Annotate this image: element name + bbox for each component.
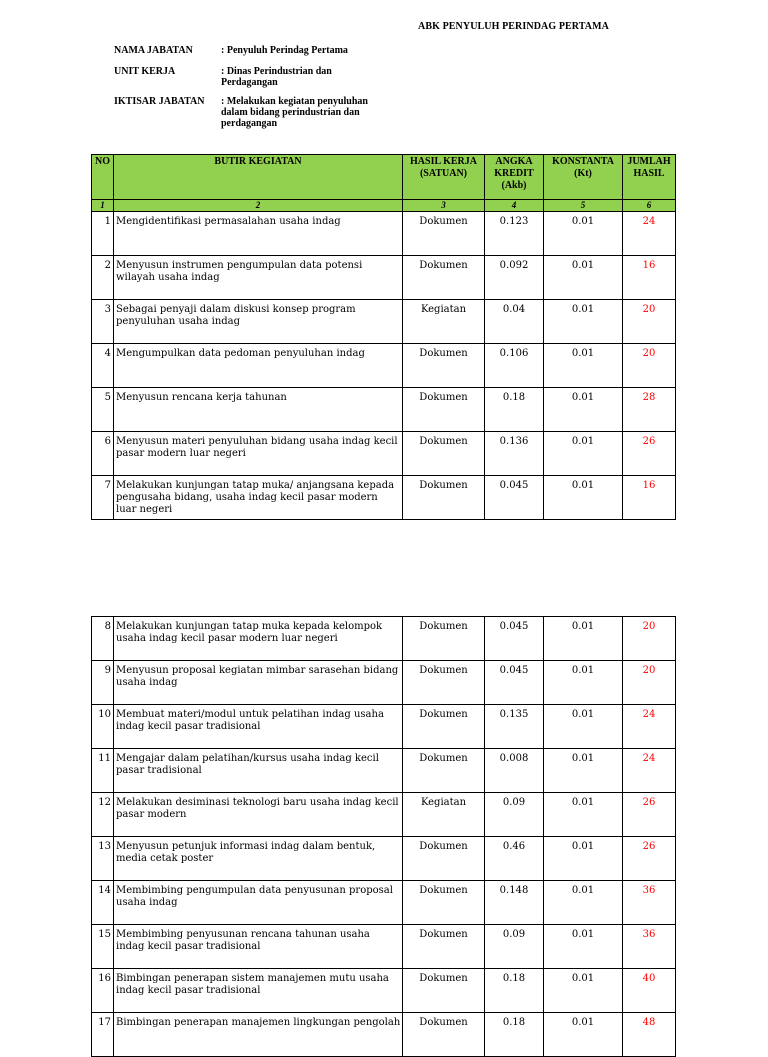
row-jumlah-hasil: 24 bbox=[623, 749, 676, 793]
row-number: 6 bbox=[92, 432, 114, 476]
row-konstanta: 0.01 bbox=[544, 969, 623, 1013]
row-number: 12 bbox=[92, 793, 114, 837]
row-number: 1 bbox=[92, 212, 114, 256]
row-butir-kegiatan: Membuat materi/modul untuk pelatihan indag usaha indag kecil pasar tradisional bbox=[114, 705, 403, 749]
row-jumlah-hasil: 20 bbox=[623, 661, 676, 705]
table-row bbox=[92, 432, 676, 476]
row-konstanta: 0.01 bbox=[544, 925, 623, 969]
row-konstanta: 0.01 bbox=[544, 749, 623, 793]
row-angka-kredit: 0.045 bbox=[485, 617, 544, 661]
row-konstanta: 0.01 bbox=[544, 661, 623, 705]
row-butir-kegiatan: Bimbingan penerapan manajemen lingkungan pengolah bbox=[114, 1013, 403, 1057]
row-butir-kegiatan: Mengajar dalam pelatihan/kursus usaha indag kecil pasar tradisional bbox=[114, 749, 403, 793]
column-header-angka-kredit: ANGKA KREDIT (Akb) bbox=[485, 155, 544, 200]
column-header-jumlah-hasil: JUMLAH HASIL bbox=[623, 155, 676, 200]
document-title: ABK PENYULUH PERINDAG PERTAMA bbox=[418, 21, 609, 32]
row-konstanta: 0.01 bbox=[544, 881, 623, 925]
row-number: 17 bbox=[92, 1013, 114, 1057]
row-konstanta: 0.01 bbox=[544, 617, 623, 661]
row-angka-kredit: 0.46 bbox=[485, 837, 544, 881]
table-row bbox=[92, 476, 676, 520]
row-hasil-kerja: Dokumen bbox=[403, 661, 485, 705]
row-jumlah-hasil: 26 bbox=[623, 432, 676, 476]
row-jumlah-hasil: 26 bbox=[623, 837, 676, 881]
column-header-no: NO bbox=[92, 155, 114, 200]
row-butir-kegiatan: Sebagai penyaji dalam diskusi konsep program penyuluhan usaha indag bbox=[114, 300, 403, 344]
row-butir-kegiatan: Membimbing pengumpulan data penyusunan proposal usaha indag bbox=[114, 881, 403, 925]
table-row bbox=[92, 344, 676, 388]
table-row bbox=[92, 256, 676, 300]
table-row bbox=[92, 300, 676, 344]
row-number: 14 bbox=[92, 881, 114, 925]
row-number: 7 bbox=[92, 476, 114, 520]
row-konstanta: 0.01 bbox=[544, 705, 623, 749]
row-angka-kredit: 0.045 bbox=[485, 476, 544, 520]
column-number: 5 bbox=[544, 200, 623, 212]
table-row bbox=[92, 749, 676, 793]
row-hasil-kerja: Dokumen bbox=[403, 388, 485, 432]
row-butir-kegiatan: Mengidentifikasi permasalahan usaha indag bbox=[114, 212, 403, 256]
row-jumlah-hasil: 20 bbox=[623, 300, 676, 344]
column-number: 1 bbox=[92, 200, 114, 212]
row-number: 15 bbox=[92, 925, 114, 969]
info-label: IKTISAR JABATAN bbox=[114, 96, 205, 107]
row-hasil-kerja: Dokumen bbox=[403, 1013, 485, 1057]
row-butir-kegiatan: Menyusun instrumen pengumpulan data potensi wilayah usaha indag bbox=[114, 256, 403, 300]
column-number: 4 bbox=[485, 200, 544, 212]
row-angka-kredit: 0.09 bbox=[485, 793, 544, 837]
row-jumlah-hasil: 24 bbox=[623, 212, 676, 256]
table-row bbox=[92, 705, 676, 749]
table-row bbox=[92, 969, 676, 1013]
row-hasil-kerja: Kegiatan bbox=[403, 300, 485, 344]
column-header-hasil-kerja: HASIL KERJA (SATUAN) bbox=[403, 155, 485, 200]
column-header-konstanta: KONSTANTA (Kt) bbox=[544, 155, 623, 200]
row-butir-kegiatan: Menyusun petunjuk informasi indag dalam bentuk, media cetak poster bbox=[114, 837, 403, 881]
row-jumlah-hasil: 40 bbox=[623, 969, 676, 1013]
row-number: 11 bbox=[92, 749, 114, 793]
row-number: 9 bbox=[92, 661, 114, 705]
row-angka-kredit: 0.09 bbox=[485, 925, 544, 969]
row-number: 3 bbox=[92, 300, 114, 344]
row-butir-kegiatan: Bimbingan penerapan sistem manajemen mutu usaha indag kecil pasar tradisional bbox=[114, 969, 403, 1013]
row-number: 5 bbox=[92, 388, 114, 432]
table-row bbox=[92, 617, 676, 661]
table-row bbox=[92, 881, 676, 925]
row-angka-kredit: 0.045 bbox=[485, 661, 544, 705]
table-row bbox=[92, 661, 676, 705]
info-value: : Dinas Perindustrian dan Perdagangan bbox=[221, 66, 332, 88]
row-jumlah-hasil: 20 bbox=[623, 344, 676, 388]
row-jumlah-hasil: 16 bbox=[623, 476, 676, 520]
row-jumlah-hasil: 48 bbox=[623, 1013, 676, 1057]
row-konstanta: 0.01 bbox=[544, 300, 623, 344]
row-jumlah-hasil: 26 bbox=[623, 793, 676, 837]
row-hasil-kerja: Dokumen bbox=[403, 837, 485, 881]
row-hasil-kerja: Dokumen bbox=[403, 432, 485, 476]
row-konstanta: 0.01 bbox=[544, 476, 623, 520]
table-body bbox=[92, 617, 676, 1057]
row-jumlah-hasil: 20 bbox=[623, 617, 676, 661]
row-jumlah-hasil: 36 bbox=[623, 925, 676, 969]
column-number: 3 bbox=[403, 200, 485, 212]
row-hasil-kerja: Dokumen bbox=[403, 344, 485, 388]
row-hasil-kerja: Dokumen bbox=[403, 705, 485, 749]
row-angka-kredit: 0.04 bbox=[485, 300, 544, 344]
info-label: UNIT KERJA bbox=[114, 66, 176, 77]
row-number: 10 bbox=[92, 705, 114, 749]
row-number: 2 bbox=[92, 256, 114, 300]
row-konstanta: 0.01 bbox=[544, 432, 623, 476]
row-angka-kredit: 0.136 bbox=[485, 432, 544, 476]
row-hasil-kerja: Kegiatan bbox=[403, 793, 485, 837]
row-butir-kegiatan: Melakukan kunjungan tatap muka/ anjangsana kepada pengusaha bidang, usaha indag kecil pasar modern luar negeri bbox=[114, 476, 403, 520]
row-konstanta: 0.01 bbox=[544, 1013, 623, 1057]
row-butir-kegiatan: Melakukan desiminasi teknologi baru usaha indag kecil pasar modern bbox=[114, 793, 403, 837]
row-butir-kegiatan: Menyusun rencana kerja tahunan bbox=[114, 388, 403, 432]
row-number: 8 bbox=[92, 617, 114, 661]
column-number: 6 bbox=[623, 200, 676, 212]
row-butir-kegiatan: Menyusun proposal kegiatan mimbar sarasehan bidang usaha indag bbox=[114, 661, 403, 705]
table-body bbox=[92, 212, 676, 520]
row-angka-kredit: 0.18 bbox=[485, 388, 544, 432]
table-row bbox=[92, 793, 676, 837]
row-angka-kredit: 0.092 bbox=[485, 256, 544, 300]
row-number: 16 bbox=[92, 969, 114, 1013]
row-konstanta: 0.01 bbox=[544, 388, 623, 432]
row-jumlah-hasil: 16 bbox=[623, 256, 676, 300]
table-row bbox=[92, 1013, 676, 1057]
row-hasil-kerja: Dokumen bbox=[403, 749, 485, 793]
activity-table-continued bbox=[91, 616, 676, 1057]
row-hasil-kerja: Dokumen bbox=[403, 925, 485, 969]
row-butir-kegiatan: Mengumpulkan data pedoman penyuluhan indag bbox=[114, 344, 403, 388]
row-butir-kegiatan: Menyusun materi penyuluhan bidang usaha indag kecil pasar modern luar negeri bbox=[114, 432, 403, 476]
row-angka-kredit: 0.148 bbox=[485, 881, 544, 925]
info-label: NAMA JABATAN bbox=[114, 45, 193, 56]
row-jumlah-hasil: 24 bbox=[623, 705, 676, 749]
row-konstanta: 0.01 bbox=[544, 793, 623, 837]
row-angka-kredit: 0.008 bbox=[485, 749, 544, 793]
row-hasil-kerja: Dokumen bbox=[403, 881, 485, 925]
row-angka-kredit: 0.135 bbox=[485, 705, 544, 749]
column-number: 2 bbox=[114, 200, 403, 212]
row-hasil-kerja: Dokumen bbox=[403, 969, 485, 1013]
row-konstanta: 0.01 bbox=[544, 256, 623, 300]
row-number: 13 bbox=[92, 837, 114, 881]
table-row bbox=[92, 925, 676, 969]
row-angka-kredit: 0.18 bbox=[485, 969, 544, 1013]
table-row bbox=[92, 212, 676, 256]
activity-table bbox=[91, 154, 676, 520]
row-jumlah-hasil: 36 bbox=[623, 881, 676, 925]
row-hasil-kerja: Dokumen bbox=[403, 256, 485, 300]
info-value: : Melakukan kegiatan penyuluhan dalam bidang perindustrian dan perdagangan bbox=[221, 96, 368, 129]
row-angka-kredit: 0.123 bbox=[485, 212, 544, 256]
row-hasil-kerja: Dokumen bbox=[403, 476, 485, 520]
table-row bbox=[92, 388, 676, 432]
row-hasil-kerja: Dokumen bbox=[403, 617, 485, 661]
row-angka-kredit: 0.18 bbox=[485, 1013, 544, 1057]
row-konstanta: 0.01 bbox=[544, 837, 623, 881]
row-hasil-kerja: Dokumen bbox=[403, 212, 485, 256]
row-butir-kegiatan: Membimbing penyusunan rencana tahunan usaha indag kecil pasar tradisional bbox=[114, 925, 403, 969]
row-angka-kredit: 0.106 bbox=[485, 344, 544, 388]
column-number-row bbox=[92, 200, 676, 212]
row-butir-kegiatan: Melakukan kunjungan tatap muka kepada kelompok usaha indag kecil pasar modern luar negeri bbox=[114, 617, 403, 661]
row-number: 4 bbox=[92, 344, 114, 388]
table-row bbox=[92, 837, 676, 881]
table-header-row bbox=[92, 155, 676, 200]
row-jumlah-hasil: 28 bbox=[623, 388, 676, 432]
row-konstanta: 0.01 bbox=[544, 344, 623, 388]
row-konstanta: 0.01 bbox=[544, 212, 623, 256]
column-header-butir-kegiatan: BUTIR KEGIATAN bbox=[114, 155, 403, 200]
info-value: : Penyuluh Perindag Pertama bbox=[221, 45, 348, 56]
